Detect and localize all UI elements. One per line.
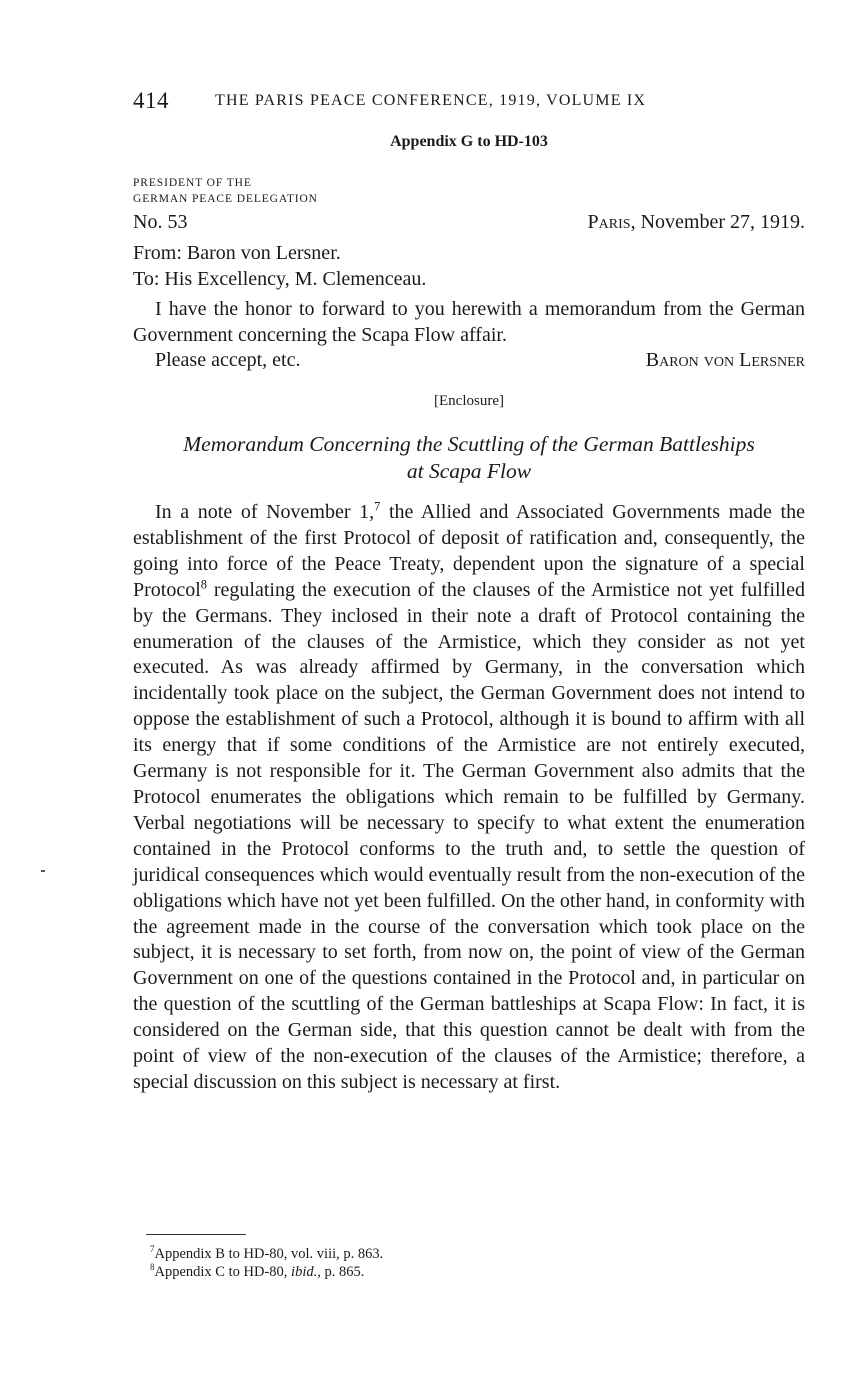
footnote-8 xyxy=(150,1263,383,1281)
footnotes xyxy=(150,1245,383,1281)
letter-number: No. 53 xyxy=(133,211,188,233)
paragraph-part-1: In a note of November 1, xyxy=(155,501,375,523)
memorandum-title-line-1: Memorandum Concerning the Scuttling of the German Battleships xyxy=(183,432,755,456)
memorandum-title-line-2: at Scapa Flow xyxy=(406,459,532,483)
letter-date xyxy=(588,211,805,234)
letter-place: Paris xyxy=(587,211,631,233)
footnote-8-text-post: , p. 865. xyxy=(317,1264,365,1280)
footnote-8-ibid: ibid. xyxy=(291,1264,318,1280)
margin-mark xyxy=(41,870,45,872)
letter-closing: Please accept, etc. xyxy=(155,349,301,371)
footnote-7-text: Appendix B to HD-80, vol. viii, p. 863. xyxy=(154,1246,384,1262)
letter-closing-row xyxy=(133,349,805,372)
letter-signature: Baron von Lersner xyxy=(645,349,805,371)
footnote-ref-8[interactable]: 8 xyxy=(200,577,207,592)
memorandum-paragraph xyxy=(133,500,805,1096)
footnote-marker-8: 8 xyxy=(150,1262,155,1273)
letter-from: From: Baron von Lersner. xyxy=(133,242,341,264)
footnote-ref-7[interactable]: 7 xyxy=(374,499,381,514)
running-head xyxy=(133,88,805,118)
letter-to: To: His Excellency, M. Clemenceau. xyxy=(133,268,427,290)
paragraph-part-2: the Allied and Associated Governments made the establishment of the first Protocol of deposit of ratification and, consequently, the going into force of the Peace Treaty, dependent upon the signature of a special Protocol xyxy=(133,501,805,601)
footnote-8-text-pre: Appendix C to HD-80, xyxy=(154,1264,292,1280)
letterhead-line-2: GERMAN PEACE DELEGATION xyxy=(133,193,318,205)
memorandum-title xyxy=(133,431,805,485)
letter-number-date-row xyxy=(133,211,805,234)
running-title: THE PARIS PEACE CONFERENCE, 1919, VOLUME IX xyxy=(215,92,647,109)
letter-body: I have the honor to forward to you herewith a memorandum from the German Government concerning the Scapa Flow affair. xyxy=(133,298,805,346)
letterhead-line-1: PRESIDENT OF THE xyxy=(133,177,252,189)
page-number: 414 xyxy=(133,88,169,113)
paragraph-part-3: regulating the execution of the clauses of the Armistice not yet fulfilled by the Germans. They inclosed in their note a draft of Protocol containing the enumeration of the clauses of the Armistice, which they consider as not yet executed. As was already affirmed by Germany, in the conversation which incidentally took place on the subject, the German Government does not intend to oppose the establishment of such a Protocol, although it is bound to affirm with all its energy that if some conditions of the Armistice are not entirely executed, Germany is not responsible for it. The German Government also admits that the Protocol enumerates the obligations which remain to be fulfilled by Germany. Verbal negotiations will be necessary to specify to what extent the enumeration contained in the Protocol conforms to the truth and, to settle the question of juridical consequences which would eventually result from the non-execution of the obligations which have not yet been fulfilled. On the other hand, in conformity with the agreement made in the course of the conversation which took place on the subject, it is necessary to set forth, from now on, the point of view of the German Government on one of the questions contained in the Protocol and, in particular on the question of the scuttling of the German battleships at Scapa Flow: In fact, it is considered on the German side, that this question cannot be dealt with from the point of view of the non-execution of the clauses of the Armistice; therefore, a special discussion on this subject is necessary at first. xyxy=(133,578,806,1093)
enclosure-label: [Enclosure] xyxy=(434,393,504,409)
footnote-7 xyxy=(150,1245,383,1263)
footnote-marker-7: 7 xyxy=(150,1244,155,1255)
letterhead xyxy=(133,175,318,207)
appendix-heading: Appendix G to HD-103 xyxy=(390,133,548,150)
footnote-rule xyxy=(146,1234,246,1235)
letter-date-rest: , November 27, 1919. xyxy=(630,211,805,233)
